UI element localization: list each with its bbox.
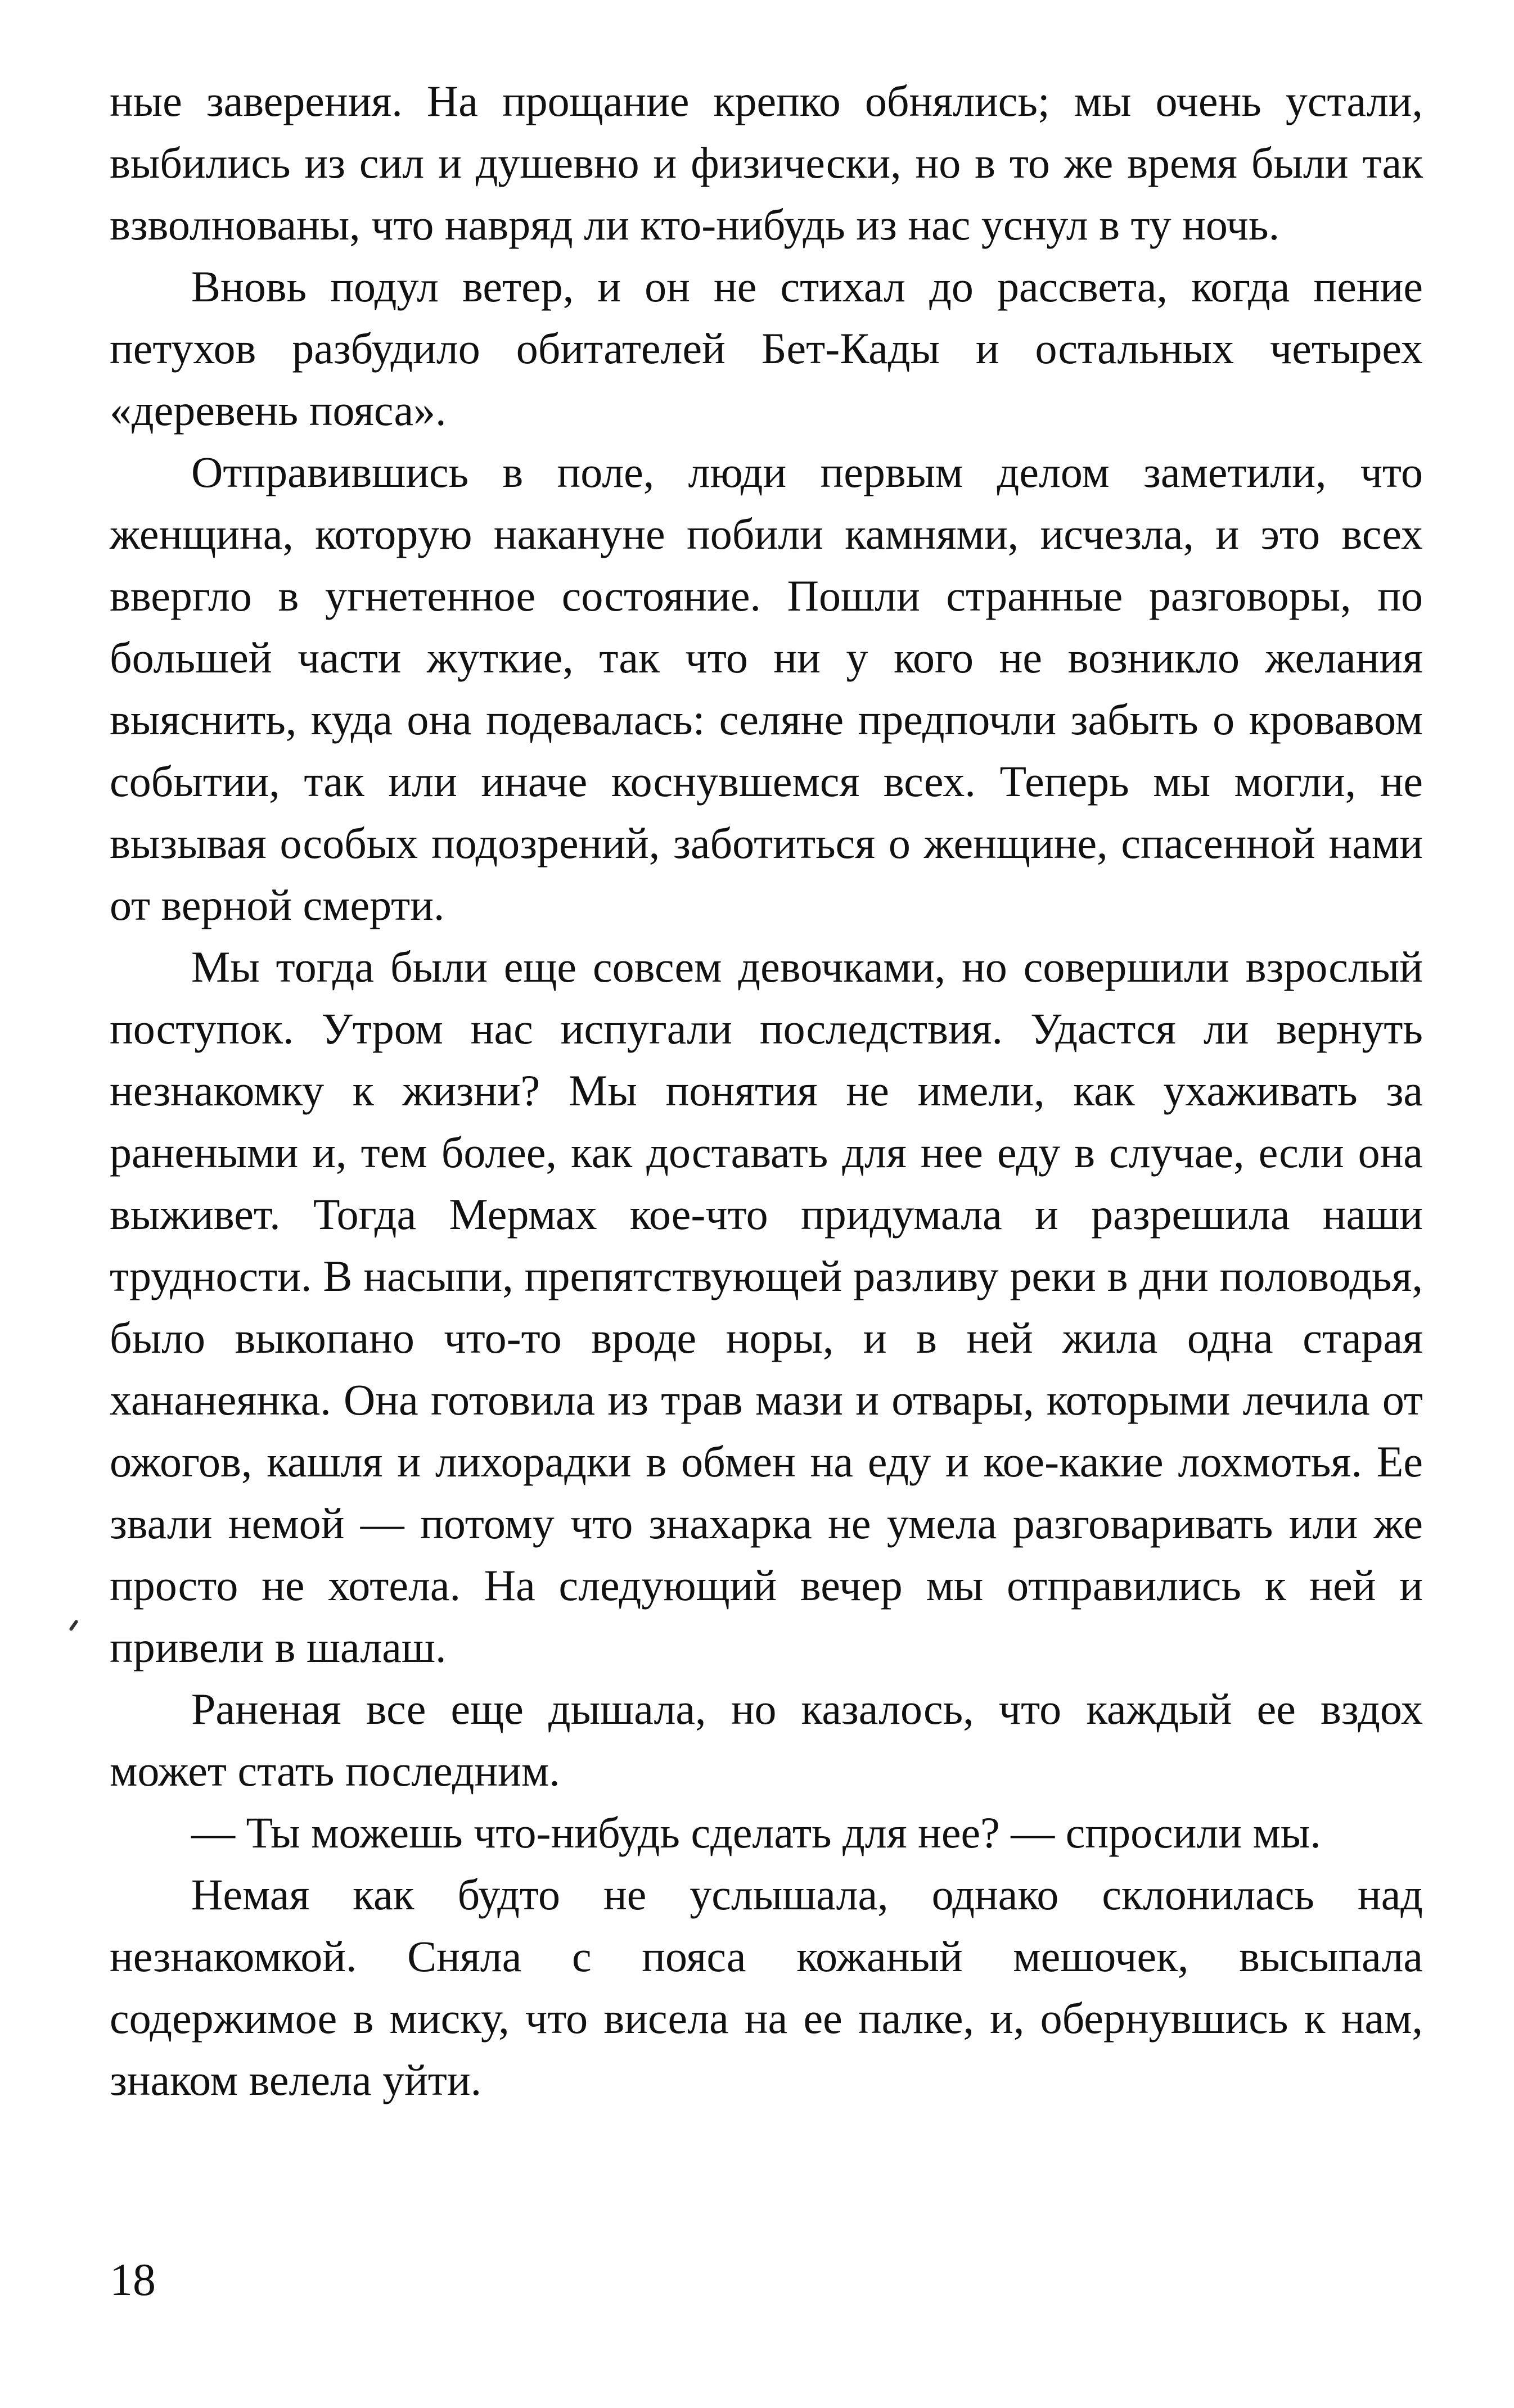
scan-speck [69, 1619, 79, 1631]
paragraph-1: ные заверения. На прощание крепко обнялись; мы очень устали, выбились из сил и душевно и физически, но в то же время были так взволнованы, что навряд ли кто-нибудь из нас уснул в ту ночь. [110, 76, 1423, 249]
page-number: 18 [110, 2254, 156, 2305]
book-page-text [110, 70, 1423, 2111]
paragraph-6: — Ты можешь что-нибудь сделать для нее? — спросили мы. [191, 1808, 1321, 1857]
paragraph-3: Отправившись в поле, люди первым делом заметили, что женщина, которую накануне побили камнями, исчезла, и это всех ввергло в угнетенное состояние. Пошли странные разговоры, по большей части жуткие, так что ни у кого не возникло желания выяснить, куда она подевалась: селяне предпочли забыть о кровавом событии, так или иначе коснувшемся всех. Теперь мы могли, не вызывая особых подозрений, заботиться о женщине, спасенной нами от верной смерти. [110, 448, 1423, 929]
paragraph-2: Вновь подул ветер, и он не стихал до рассвета, когда пение петухов разбудило обитателей Бет-Кады и остальных четырех «деревень пояса». [110, 262, 1423, 435]
paragraph-4: Мы тогда были еще совсем девочками, но совершили взрослый поступок. Утром нас испугали последствия. Удастся ли вернуть незнакомку к жизни? Мы понятия не имели, как ухаживать за ранеными и, тем более, как доставать для нее еду в случае, если она выживет. Тогда Мермах кое-что придумала и разрешила наши трудности. В насыпи, препятствующей разливу реки в дни половодья, было выкопано что-то вроде норы, и в ней жила одна старая хананеянка. Она готовила из трав мази и отвары, которыми лечила от ожогов, кашля и лихорадки в обмен на еду и кое-какие лохмотья. Ее звали немой — потому что знахарка не умела разговаривать или же просто не хотела. На следующий вечер мы отправились к ней и привели в шалаш. [110, 942, 1423, 1671]
paragraph-7: Немая как будто не услышала, однако склонилась над незнакомкой. Сняла с пояса кожаный мешочек, высыпала содержимое в миску, что висела на ее палке, и, обернувшись к нам, знаком велела уйти. [110, 1870, 1423, 2104]
paragraph-5: Раненая все еще дышала, но казалось, что каждый ее вздох может стать последним. [110, 1684, 1423, 1795]
